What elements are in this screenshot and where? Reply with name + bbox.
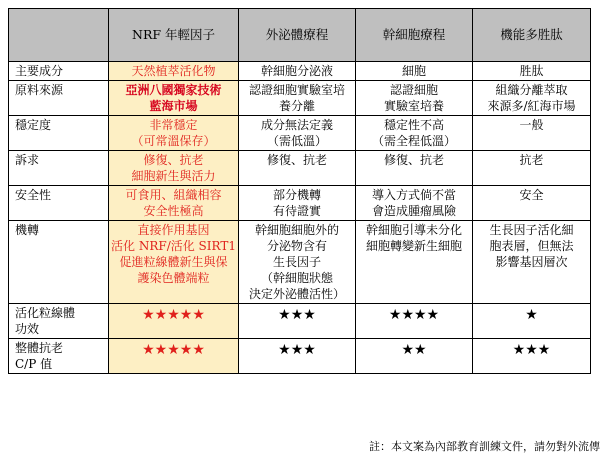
row-label-line: 機轉 (15, 223, 40, 237)
stem-cell-cell (356, 151, 473, 186)
cell-line: 胞表層，但無法 (489, 239, 574, 253)
nrf-cell-line: 護染色體端粒 (137, 271, 210, 285)
nrf-cell-line: 活化 NRF/活化 SIRT1 (111, 239, 236, 253)
table-row (9, 221, 591, 304)
nrf-stars: ★★★★★ (142, 307, 205, 323)
comparison-table (8, 8, 591, 374)
row-label-line: 原料來源 (15, 83, 64, 97)
cell-line: 決定外泌體活性） (248, 287, 345, 301)
row-label-line: 穩定度 (15, 118, 52, 132)
nrf-cell-line: 可食用、組織相容 (125, 188, 222, 202)
row-label (9, 151, 109, 186)
nrf-cell (109, 304, 239, 339)
nrf-cell (109, 62, 239, 81)
table-row (9, 304, 591, 339)
peptide-cell (473, 151, 591, 186)
footnote: 註：本文案為內部教育訓練文件，請勿對外流傳 (369, 440, 600, 453)
cell-line: 細胞轉變新生細胞 (365, 239, 462, 253)
cell-line: 胜肽 (519, 64, 544, 78)
table-row (9, 116, 591, 151)
cell-line: 修復、抗老 (266, 153, 327, 167)
cell-line: 成分無法定義 (260, 118, 333, 132)
nrf-cell-line: 直接作用基因 (137, 223, 210, 237)
table-row (9, 339, 591, 374)
rating-stars: ★ (525, 307, 538, 323)
cell-line: 生長因子 (272, 255, 321, 269)
header-corner (9, 9, 109, 62)
row-label (9, 81, 109, 116)
stem-cell-cell (356, 304, 473, 339)
cell-line: 會造成腫瘤風險 (371, 204, 456, 218)
row-label-line: 活化粒線體 (15, 306, 76, 320)
header-nrf: NRF 年輕因子 (109, 9, 239, 62)
row-label-line: 主要成分 (15, 64, 64, 78)
row-label-line: C/P 值 (15, 357, 53, 371)
stem-cell-cell (356, 221, 473, 304)
exosome-cell (239, 81, 356, 116)
row-label-line: 安全性 (15, 188, 52, 202)
cell-line: （需全程低溫） (371, 134, 456, 148)
cell-line: 幹細胞細胞外的 (254, 223, 339, 237)
stem-cell-cell (356, 116, 473, 151)
peptide-cell (473, 81, 591, 116)
row-label-line: 整體抗老 (15, 341, 64, 355)
nrf-cell (109, 221, 239, 304)
rating-stars: ★★★ (512, 342, 551, 358)
header-row (9, 9, 591, 62)
peptide-cell (473, 221, 591, 304)
cell-line: 部分機轉 (272, 188, 321, 202)
header-stem-cell: 幹細胞療程 (356, 9, 473, 62)
nrf-cell (109, 81, 239, 116)
nrf-cell-line: 藍海市場 (149, 99, 198, 113)
cell-line: 導入方式倘不當 (371, 188, 456, 202)
exosome-cell (239, 186, 356, 221)
cell-line: 分泌物含有 (266, 239, 327, 253)
nrf-cell-line: 非常穩定 (149, 118, 198, 132)
exosome-cell (239, 62, 356, 81)
nrf-cell-line: 促進粒線體新生與保 (119, 255, 228, 269)
table-row (9, 151, 591, 186)
row-label-line: 訴求 (15, 153, 40, 167)
nrf-cell-line: 亞洲八國獨家技術 (125, 83, 222, 97)
stem-cell-cell (356, 186, 473, 221)
exosome-cell (239, 304, 356, 339)
peptide-cell (473, 62, 591, 81)
stem-cell-cell (356, 81, 473, 116)
nrf-cell (109, 339, 239, 374)
stem-cell-cell (356, 339, 473, 374)
row-label (9, 304, 109, 339)
cell-line: 實驗室培養 (383, 99, 444, 113)
table-row (9, 186, 591, 221)
cell-line: 生長因子活化細 (489, 223, 574, 237)
row-label (9, 62, 109, 81)
cell-line: （幹細胞狀態 (260, 271, 333, 285)
row-label (9, 339, 109, 374)
row-label-line: 功效 (15, 322, 40, 336)
nrf-cell-line: 修復、抗老 (143, 153, 204, 167)
exosome-cell (239, 151, 356, 186)
cell-line: 幹細胞分泌液 (260, 64, 333, 78)
table-row (9, 62, 591, 81)
nrf-cell-line: 天然植萃活化物 (131, 64, 216, 78)
peptide-cell (473, 339, 591, 374)
cell-line: 穩定性不高 (383, 118, 444, 132)
cell-line: 組織分離萃取 (495, 83, 568, 97)
nrf-cell (109, 186, 239, 221)
cell-line: （需低溫） (266, 134, 327, 148)
peptide-cell (473, 116, 591, 151)
table-row (9, 81, 591, 116)
cell-line: 安全 (519, 188, 544, 202)
peptide-cell (473, 304, 591, 339)
rating-stars: ★★ (401, 342, 427, 358)
cell-line: 認證細胞實驗室培 (248, 83, 345, 97)
cell-line: 來源多/紅海市場 (487, 99, 576, 113)
cell-line: 幹細胞引導未分化 (365, 223, 462, 237)
cell-line: 認證細胞 (389, 83, 438, 97)
stem-cell-cell (356, 62, 473, 81)
exosome-cell (239, 339, 356, 374)
nrf-cell (109, 151, 239, 186)
exosome-cell (239, 116, 356, 151)
nrf-cell-line: 安全性極高 (143, 204, 204, 218)
cell-line: 抗老 (519, 153, 544, 167)
comparison-table-wrapper (8, 8, 600, 453)
cell-line: 細胞 (401, 64, 426, 78)
nrf-cell-line: 細胞新生與活力 (131, 169, 216, 183)
exosome-cell (239, 221, 356, 304)
cell-line: 養分離 (278, 99, 315, 113)
cell-line: 修復、抗老 (383, 153, 444, 167)
rating-stars: ★★★★ (388, 307, 440, 323)
row-label (9, 116, 109, 151)
cell-line: 影響基因層次 (495, 255, 568, 269)
rating-stars: ★★★ (278, 307, 316, 323)
header-exosome: 外泌體療程 (239, 9, 356, 62)
cell-line: 有待證實 (272, 204, 321, 218)
cell-line: 一般 (519, 118, 544, 132)
row-label (9, 186, 109, 221)
rating-stars: ★★★ (278, 342, 316, 358)
row-label (9, 221, 109, 304)
peptide-cell (473, 186, 591, 221)
nrf-stars: ★★★★★ (142, 342, 205, 358)
nrf-cell (109, 116, 239, 151)
nrf-cell-line: （可常溫保存） (131, 134, 216, 148)
header-peptide: 機能多胜肽 (473, 9, 591, 62)
